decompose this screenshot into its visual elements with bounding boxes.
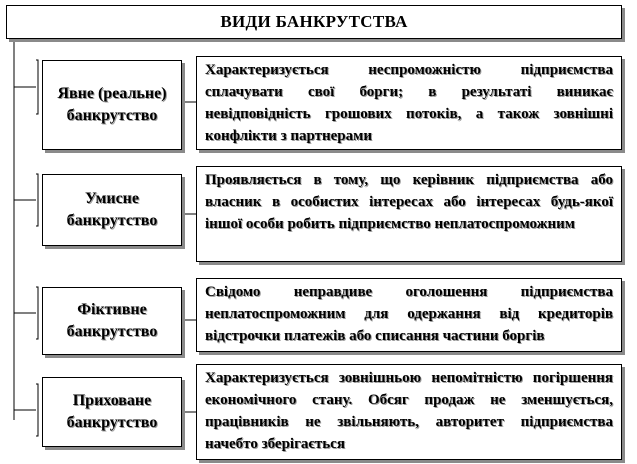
branch-bracket-4 bbox=[36, 384, 38, 436]
desc-box-fictitious bbox=[196, 278, 622, 352]
desc-box-hidden bbox=[196, 364, 622, 460]
type-label-hidden: Приховане банкрутство bbox=[66, 392, 158, 431]
type-box-explicit bbox=[42, 60, 182, 150]
desc-box-deliberate bbox=[196, 166, 622, 262]
type-box-hidden bbox=[42, 377, 182, 447]
branch-bracket-3 bbox=[36, 287, 38, 339]
type-box-deliberate bbox=[42, 174, 182, 246]
desc-text-hidden: Характеризується зовнішньою непомітністю погіршення економічного стану. Обсяг продаж не зменшується, працівників не звільняють, авторитет підприємства начебто зберігається bbox=[205, 370, 613, 452]
branch-bracket-1 bbox=[36, 60, 38, 114]
desc-text-deliberate: Проявляється в тому, що керівник підприємства або власник в особистих інтересах або інтересах будь-якої іншої особи робить підприємство неплатоспроможним bbox=[205, 172, 613, 232]
type-label-explicit: Явне (реальне) банкрутство bbox=[57, 85, 167, 124]
type-box-fictitious bbox=[42, 287, 182, 355]
branch-bracket-2 bbox=[36, 174, 38, 226]
desc-box-explicit bbox=[196, 56, 622, 150]
desc-text-explicit: Характеризується неспроможністю підприємства сплачувати свої борги; в результаті виникає невідповідність грошових потоків, а також зовнішні конфлікти з партнерами bbox=[205, 62, 613, 144]
type-label-deliberate: Умисне банкрутство bbox=[66, 190, 158, 229]
desc-text-fictitious: Свідомо неправдиве оголошення підприємства неплатоспроможним для одержання від кредиторів відстрочки платежів або списання частини боргів bbox=[205, 284, 613, 344]
diagram-title: ВИДИ БАНКРУТСТВА bbox=[6, 5, 622, 39]
type-label-fictitious: Фіктивне банкрутство bbox=[66, 301, 158, 340]
